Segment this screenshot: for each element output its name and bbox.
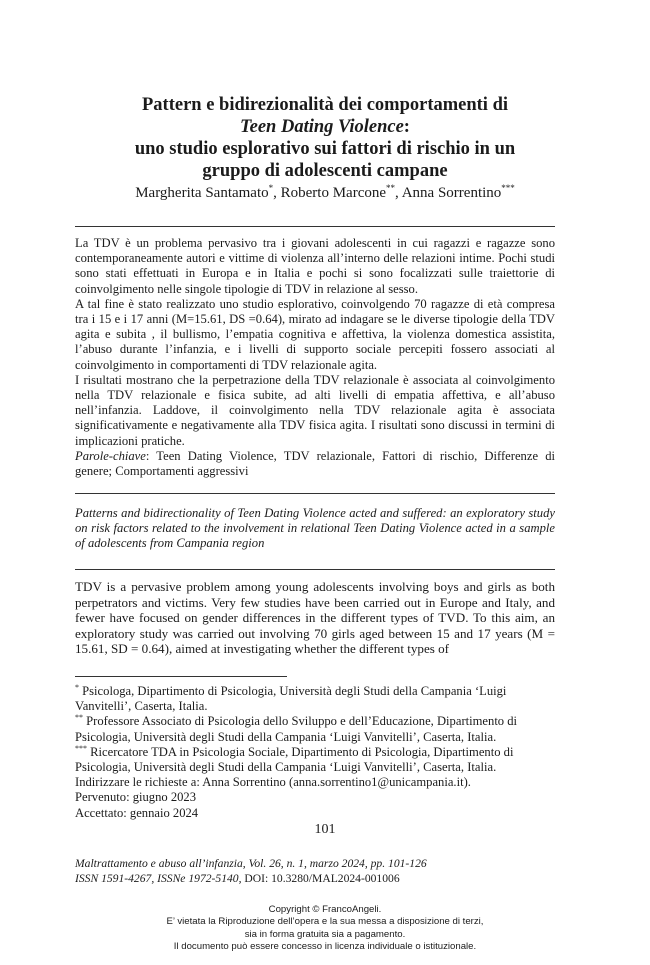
abstract-paragraph: I risultati mostrano che la perpetrazione della TDV relazionale è associata al coinvolgimento nella TDV relazionale e fisica subite, ad alti livelli di empatia affettiva, e all’abuso nell’infanzia. Laddove, il coinvolgimento nella TDV relazionale agita è associata significativamente e negativamente alla TDV fisica agita. I risultati sono discussi in termini di implicazioni pratiche. (75, 372, 555, 448)
title-colon: : (403, 117, 410, 137)
journal-doi: DOI: 10.3280/MAL2024-001006 (241, 872, 400, 885)
author-separator: , (273, 185, 281, 201)
abstract-italian (75, 236, 555, 479)
author-footnote-mark: ** (386, 183, 396, 193)
author-footnote-mark: * (268, 183, 274, 193)
author-list (60, 184, 590, 202)
title-line-2 (60, 116, 590, 138)
title-italic-term: Teen Dating Violence (240, 117, 404, 137)
copyright-line: Il documento può essere concesso in licenza individuale o istituzionale. (173, 941, 477, 953)
footnote-text: Psicologa, Dipartimento di Psicologia, Università degli Studi della Campania ‘Luigi Vanvitelli’, Caserta, Italia. (75, 684, 507, 714)
accepted-date: Accettato: gennaio 2024 (75, 805, 199, 820)
footnote-divider (75, 676, 287, 677)
divider (75, 493, 555, 494)
author-name: Roberto Marcone (280, 185, 387, 201)
title-line-1: Pattern e bidirezionalità dei comportamenti di (141, 95, 508, 115)
author-name: Anna Sorrentino (401, 185, 502, 201)
footnotes (75, 684, 555, 821)
footnote-mark: ** (75, 713, 83, 723)
keywords-list: : Teen Dating Violence, TDV relazionale, Fattori di rischio, Differenze di genere; Comportamenti aggressivi (75, 448, 555, 479)
author-name: Margherita Santamato (135, 185, 269, 201)
english-title: Patterns and bidirectionality of Teen Dating Violence acted and suffered: an exploratory study on risk factors related to the involvement in relational Teen Dating Violence acted in a sample of adolescents from Campania region (75, 506, 555, 551)
author-separator: , (395, 185, 402, 201)
footnote-mark: * (75, 683, 79, 692)
footnote (75, 745, 555, 775)
divider (75, 569, 555, 570)
copyright-line: sia in forma gratuita sia a pagamento. (244, 928, 406, 940)
abstract-english: TDV is a pervasive problem among young adolescents involving boys and girls as both perpetrators and victims. Very few studies have been carried out in Europe and Italy, and fewer have focused on gender differences in the different types of TVD. To this aim, an exploratory study was carried out involving 70 girls aged between 15 and 17 years (M = 15.61, SD = 0.64), aimed at investigating whether the different types of (75, 579, 555, 657)
divider (75, 226, 555, 227)
article-title (60, 94, 590, 182)
footnote (75, 684, 555, 714)
abstract-paragraph: A tal fine è stato realizzato uno studio esplorativo, coinvolgendo 70 ragazze di età compresa tra i 15 e i 17 anni (M=15.61, DS =0.64), mirato ad indagare se le diverse tipologie della TDV agita e subita , il bullismo, l’empatia cognitiva e affettiva, la violenza domestica assistita, l’abuso durante l’infanzia, e i livelli di supporto sociale percepiti fossero associati al coinvolgimento in comportamenti di TDV relazionale agita. (75, 296, 555, 372)
footnote (75, 714, 555, 744)
abstract-paragraph: La TDV è un problema pervasivo tra i giovani adolescenti in cui ragazzi e ragazze sono contemporaneamente autori e vittime di violenza all’interno delle relazioni intime. Pochi studi sono stati effettuati in Europa e in Italia e pochi si sono focalizzati sulle traiettorie di coinvolgimento nelle singole tipologie di TDV in relazione al sesso. (75, 236, 555, 296)
title-line-4: gruppo di adolescenti campane (202, 161, 448, 181)
footnote-text: Ricercatore TDA in Psicologia Sociale, Dipartimento di Psicologia, Dipartimento di Psicologia, Università degli Studi della Campania ‘Luigi Vanvitelli’, Caserta, Italia. (75, 744, 514, 775)
footnote-mark: *** (75, 743, 87, 753)
keywords (75, 449, 555, 479)
journal-citation: Maltrattamento e abuso all’infanzia, Vol. 26, n. 1, marzo 2024, pp. 101-126 (75, 857, 427, 870)
correspondence: Indirizzare le richieste a: Anna Sorrentino (anna.sorrentino1@unicampania.it). (75, 775, 471, 790)
footnote-text: Professore Associato di Psicologia dello Sviluppo e dell’Educazione, Dipartimento di Psicologia, Università degli Studi della Campania ‘Luigi Vanvitelli’, Caserta, Italia. (75, 714, 518, 744)
journal-issn: ISSN 1591-4267, ISSNe 1972-5140, (75, 872, 242, 885)
copyright-notice (0, 904, 650, 954)
journal-identifiers (75, 871, 595, 886)
title-line-3: uno studio esplorativo sui fattori di rischio in un (134, 139, 516, 159)
copyright-line: Copyright © FrancoAngeli. (268, 904, 382, 915)
journal-info (75, 856, 595, 886)
page-number: 101 (314, 822, 336, 837)
received-date: Pervenuto: giugno 2023 (75, 790, 197, 805)
author-footnote-mark: *** (501, 183, 515, 193)
keywords-label: Parole-chiave (75, 448, 146, 463)
copyright-line: E’ vietata la Riproduzione dell’opera e la sua messa a disposizione di terzi, (166, 916, 484, 928)
